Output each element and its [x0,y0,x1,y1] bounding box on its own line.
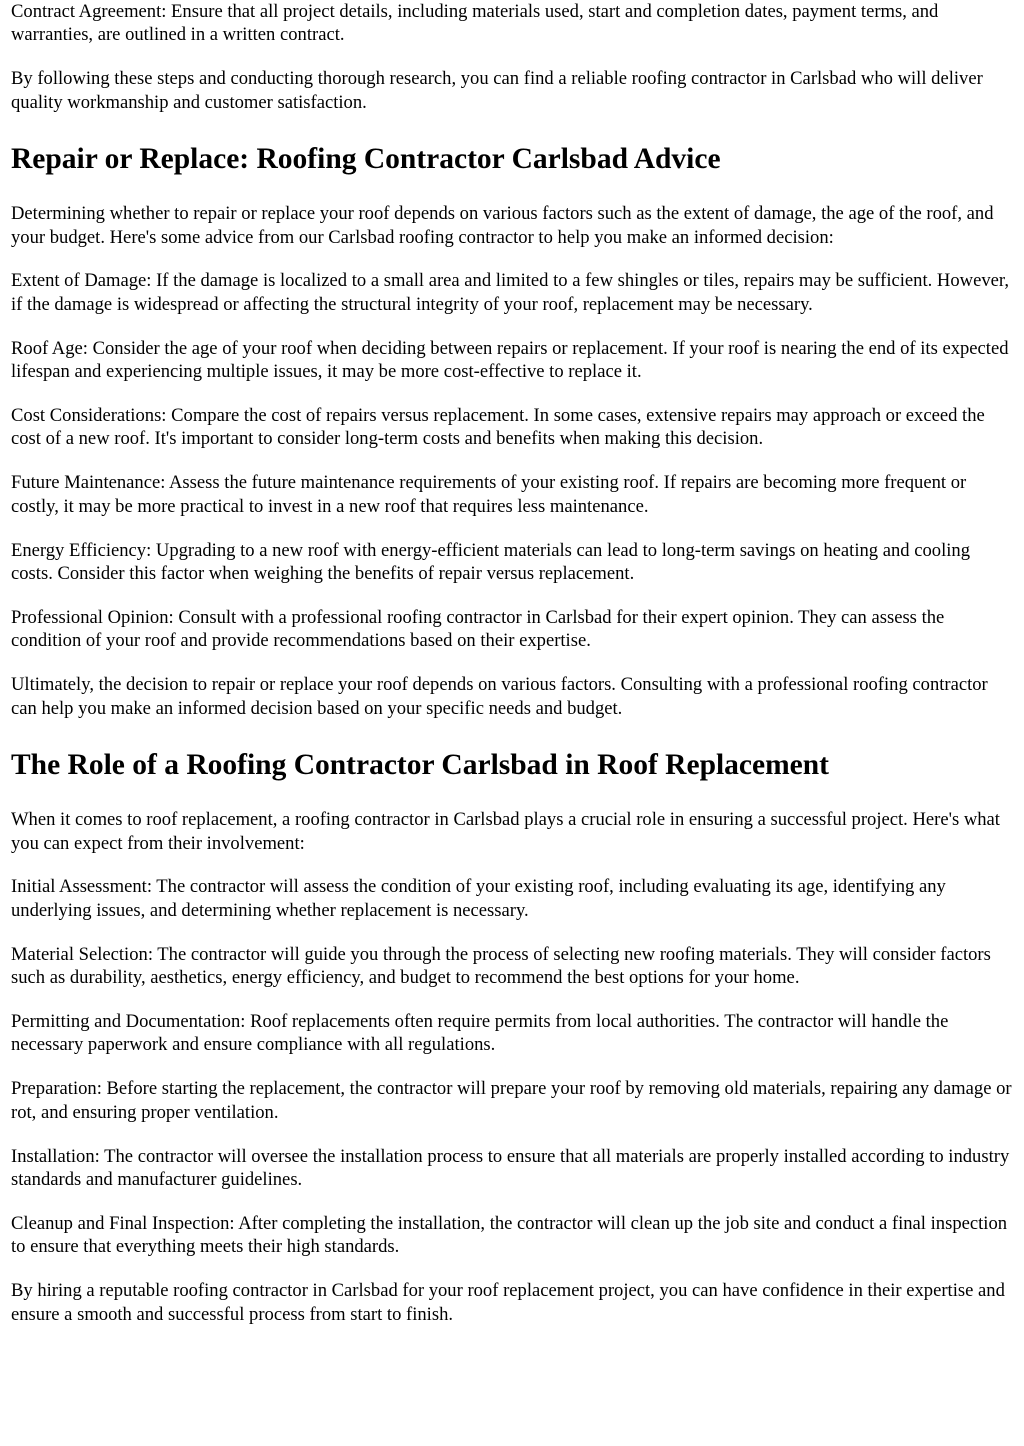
paragraph-material-selection: Material Selection: The contractor will guide you through the process of selecting new roofing materials. They will consider factors such as durability, aesthetics, energy efficiency, and budget to recommend the best options for your home. [11,943,991,989]
paragraph-role-intro: When it comes to roof replacement, a roofing contractor in Carlsbad plays a crucial role in ensuring a successful project. Here's what you can expect from their involvement: [11,809,1000,854]
paragraph-repair-intro: Determining whether to repair or replace your roof depends on various factors such as the extent of damage, the age of the roof, and your budget. Here's some advice from our Carlsbad roofing contractor to help you make an informed decision: [11,203,994,248]
paragraph-roof-age: Roof Age: Consider the age of your roof when deciding between repairs or replacement. If your roof is nearing the end of its expected lifespan and experiencing multiple issues, it may be more cost-effective to replace it. [11,337,1009,383]
paragraph-installation: Installation: The contractor will oversee the installation process to ensure that all materials are properly installed according to industry standards and manufacturer guidelines. [11,1145,1010,1191]
heading-role-of-contractor: The Role of a Roofing Contractor Carlsbad in Roof Replacement [11,749,830,782]
paragraph-cost-considerations: Cost Considerations: Compare the cost of repairs versus replacement. In some cases, extensive repairs may approach or exceed the cost of a new roof. It's important to consider long-term costs and benefits when making this decision. [11,405,985,450]
paragraph-future-maintenance: Future Maintenance: Assess the future maintenance requirements of your existing roof. If repairs are becoming more frequent or costly, it may be more practical to invest in a new roof that requires less maintenance. [11,472,967,517]
paragraph-extent-of-damage: Extent of Damage: If the damage is localized to a small area and limited to a few shingles or tiles, repairs may be sufficient. However, if the damage is widespread or affecting the structural integrity of your roof, replacement may be necessary. [11,270,1009,315]
paragraph-permitting: Permitting and Documentation: Roof replacements often require permits from local authorities. The contractor will handle the necessary paperwork and ensure compliance with all regulations. [11,1011,949,1056]
heading-repair-or-replace: Repair or Replace: Roofing Contractor Carlsbad Advice [11,143,721,176]
paragraph-initial-assessment: Initial Assessment: The contractor will assess the condition of your existing roof, including evaluating its age, identifying any underlying issues, and determining whether replacement is necessary. [11,876,946,921]
paragraph-professional-opinion: Professional Opinion: Consult with a professional roofing contractor in Carlsbad for their expert opinion. They can assess the condition of your roof and provide recommendations based on their expertise. [11,607,945,652]
paragraph-preparation: Preparation: Before starting the replacement, the contractor will prepare your roof by removing old materials, repairing any damage or rot, and ensuring proper ventilation. [11,1078,1012,1123]
paragraph-energy-efficiency: Energy Efficiency: Upgrading to a new roof with energy-efficient materials can lead to long-term savings on heating and cooling costs. Consider this factor when weighing the benefits of repair versus replacement. [11,539,971,585]
paragraph-cleanup: Cleanup and Final Inspection: After completing the installation, the contractor will clean up the job site and conduct a final inspection to ensure that everything meets their high standards. [11,1213,1008,1258]
paragraph-repair-conclusion: Ultimately, the decision to repair or replace your roof depends on various factors. Consulting with a professional roofing contractor can help you make an informed decision based on your specific needs and budget. [11,674,988,719]
paragraph-conclusion-research: By following these steps and conducting thorough research, you can find a reliable roofing contractor in Carlsbad who will deliver quality workmanship and customer satisfaction. [11,68,983,113]
paragraph-role-conclusion: By hiring a reputable roofing contractor in Carlsbad for your roof replacement project, you can have confidence in their expertise and ensure a smooth and successful process from start to finish. [11,1280,1005,1325]
paragraph-contract-agreement: Contract Agreement: Ensure that all project details, including materials used, start and completion dates, payment terms, and warranties, are outlined in a written contract. [11,1,939,46]
